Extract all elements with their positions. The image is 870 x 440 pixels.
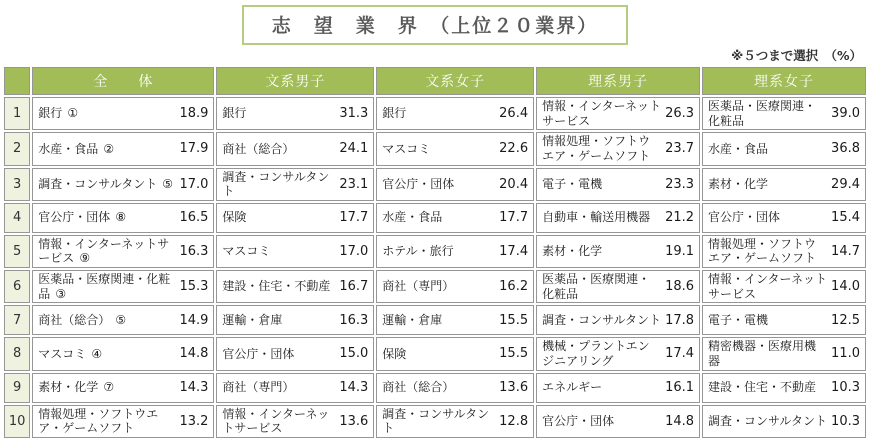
industry-cell — [32, 168, 214, 201]
prev-rank-badge: ⑨ — [79, 251, 91, 266]
industry-name: 情報・インターネットサービス — [708, 272, 827, 301]
industry-name-wrap — [38, 347, 175, 362]
percentage-value: 14.0 — [831, 279, 860, 295]
percentage-value: 17.7 — [499, 210, 529, 226]
industry-name-wrap — [542, 380, 661, 395]
industry-name: 情報・インターネットサービス — [542, 99, 662, 128]
industry-cell — [376, 203, 534, 233]
table-row — [4, 168, 866, 201]
table-header — [4, 67, 866, 95]
table-row — [4, 305, 866, 335]
industry-name: 水産・食品 — [38, 141, 99, 156]
table-row — [4, 270, 866, 303]
industry-cell — [536, 203, 700, 233]
prev-rank-badge: ⑤ — [162, 176, 173, 191]
industry-cell — [216, 337, 374, 370]
percentage-value: 17.7 — [339, 210, 369, 226]
industry-cell — [376, 97, 534, 130]
percentage-value: 15.0 — [339, 346, 369, 362]
percentage-value: 16.7 — [339, 279, 369, 295]
industry-name: 情報処理・ソフトウエア・ゲームソフト — [708, 236, 817, 266]
industry-name-wrap — [708, 313, 827, 328]
industry-name: 精密機器・医療用機器 — [708, 339, 817, 368]
industry-cell — [702, 168, 866, 201]
industry-name: 保険 — [382, 346, 407, 361]
industry-name: 官公庁・団体 — [708, 210, 781, 225]
industry-name-wrap — [708, 210, 827, 225]
percentage-value: 14.8 — [179, 346, 209, 362]
industry-cell — [702, 405, 866, 438]
industry-cell — [32, 270, 214, 303]
rank-cell: 8 — [4, 337, 30, 370]
industry-name-wrap — [222, 170, 335, 199]
industry-name-wrap — [382, 177, 495, 192]
industry-name: 商社（専門） — [222, 380, 295, 395]
industry-cell — [702, 97, 866, 130]
industry-cell — [216, 373, 374, 403]
industry-cell — [376, 305, 534, 335]
percentage-value: 13.6 — [339, 413, 369, 429]
industry-name: 素材・化学 — [542, 244, 603, 259]
prev-rank-badge: ⑦ — [103, 380, 115, 395]
industry-name-wrap — [38, 407, 175, 436]
industry-cell — [216, 168, 374, 201]
title-wrap — [0, 5, 870, 45]
industry-name: 官公庁・団体 — [542, 413, 615, 428]
industry-name-wrap — [542, 134, 661, 163]
industry-name: 商社（総合） — [38, 312, 111, 327]
percentage-value: 11.0 — [831, 346, 860, 362]
percentage-value: 26.3 — [665, 106, 695, 122]
industry-name: 素材・化学 — [708, 176, 769, 191]
industry-cell — [536, 132, 700, 165]
percentage-value: 31.3 — [339, 106, 369, 122]
percentage-value: 39.0 — [831, 106, 860, 122]
industry-cell — [536, 337, 700, 370]
industry-name-wrap — [382, 407, 495, 436]
industry-name: 情報・インターネットサービス — [38, 236, 170, 266]
industry-name-wrap — [708, 99, 827, 128]
percentage-value: 29.4 — [831, 176, 860, 192]
industry-name-wrap — [222, 106, 335, 121]
percentage-value: 17.4 — [665, 346, 695, 362]
industry-cell — [32, 337, 214, 370]
industry-name: 建設・住宅・不動産 — [708, 380, 817, 395]
industry-name: 建設・住宅・不動産 — [222, 279, 331, 294]
industry-cell — [216, 132, 374, 165]
rank-cell: 5 — [4, 235, 30, 268]
header-row — [4, 67, 866, 95]
industry-name-wrap — [382, 142, 495, 157]
industry-cell — [702, 270, 866, 303]
industry-name: 銀行 — [38, 106, 63, 121]
table-row — [4, 373, 866, 403]
industry-cell — [702, 337, 866, 370]
industry-cell — [216, 203, 374, 233]
percentage-value: 23.7 — [665, 141, 695, 157]
percentage-value: 10.3 — [831, 413, 860, 429]
industry-cell — [536, 405, 700, 438]
percentage-value: 23.1 — [339, 176, 369, 192]
industry-cell — [32, 373, 214, 403]
industry-name: 水産・食品 — [382, 210, 443, 225]
percentage-value: 12.8 — [499, 413, 529, 429]
industry-cell — [536, 373, 700, 403]
industry-cell — [536, 235, 700, 268]
percentage-value: 19.1 — [665, 243, 695, 259]
industry-cell — [702, 305, 866, 335]
industry-name: 電子・電機 — [708, 312, 769, 327]
industry-name: 調査・コンサルタント — [542, 312, 662, 327]
industry-name: マスコミ — [382, 141, 431, 156]
industry-name-wrap — [222, 244, 335, 259]
prev-rank-badge: ⑤ — [115, 312, 127, 327]
industry-name: 自動車・輸送用機器 — [542, 210, 651, 225]
rank-cell: 4 — [4, 203, 30, 233]
percentage-value: 22.6 — [499, 141, 529, 157]
percentage-value: 14.9 — [179, 312, 209, 328]
industry-name-wrap — [38, 237, 175, 266]
rank-cell: 10 — [4, 405, 30, 438]
percentage-value: 15.5 — [499, 312, 529, 328]
industry-cell — [376, 132, 534, 165]
industry-name-wrap — [382, 279, 495, 294]
industry-name: 素材・化学 — [38, 380, 99, 395]
percentage-value: 13.6 — [499, 380, 529, 395]
industry-name-wrap — [542, 177, 661, 192]
percentage-value: 15.5 — [499, 346, 529, 362]
percentage-value: 12.5 — [831, 312, 860, 328]
industry-name: 銀行 — [222, 106, 247, 121]
rank-cell: 1 — [4, 97, 30, 130]
industry-name-wrap — [38, 177, 175, 192]
industry-cell — [376, 337, 534, 370]
percentage-value: 16.3 — [339, 312, 369, 328]
industry-name-wrap — [38, 142, 175, 157]
industry-name: 電子・電機 — [542, 176, 603, 191]
percentage-value: 36.8 — [831, 141, 860, 157]
rank-cell: 9 — [4, 373, 30, 403]
column-header-bunkei-danshi: 文系男子 — [216, 67, 374, 95]
industry-cell — [32, 235, 214, 268]
table-row — [4, 235, 866, 268]
industry-name: 医薬品・医療関連・化粧品 — [708, 99, 817, 128]
industry-name-wrap — [38, 380, 175, 395]
industry-name: 調査・コンサルタント — [708, 413, 827, 428]
industry-name-wrap — [38, 106, 175, 121]
percentage-value: 15.3 — [179, 279, 209, 295]
industry-name-wrap — [708, 339, 827, 368]
rank-column-header — [4, 67, 30, 95]
industry-cell — [216, 405, 374, 438]
industry-name-wrap — [542, 244, 661, 259]
rank-cell: 3 — [4, 168, 30, 201]
prev-rank-badge: ⑧ — [115, 210, 127, 225]
industry-cell — [536, 97, 700, 130]
industry-cell — [702, 132, 866, 165]
industry-name-wrap — [222, 142, 335, 157]
industry-name-wrap — [222, 347, 335, 362]
industry-name: マスコミ — [222, 244, 271, 259]
industry-name: 商社（専門） — [382, 279, 455, 294]
percentage-value: 14.8 — [665, 413, 695, 429]
column-header-bunkei-joshi: 文系女子 — [376, 67, 534, 95]
industry-name-wrap — [222, 210, 335, 225]
industry-name: 情報処理・ソフトウエア・ゲームソフト — [38, 406, 159, 436]
industry-name-wrap — [708, 272, 827, 301]
percentage-value: 18.9 — [179, 106, 209, 122]
percentage-value: 17.0 — [179, 176, 209, 192]
rank-cell: 6 — [4, 270, 30, 303]
industry-name: 機械・プラントエンジニアリング — [542, 339, 650, 368]
industry-cell — [32, 203, 214, 233]
industry-name: 商社（総合） — [382, 380, 455, 395]
industry-cell — [702, 203, 866, 233]
industry-name-wrap — [542, 414, 661, 429]
industry-cell — [376, 373, 534, 403]
industry-name-wrap — [542, 339, 661, 368]
selection-note: ※５つまで選択 （%） — [731, 48, 862, 63]
percentage-value: 14.7 — [831, 243, 860, 259]
prev-rank-badge: ④ — [91, 346, 103, 361]
table-row — [4, 337, 866, 370]
industry-cell — [536, 270, 700, 303]
percentage-value: 20.4 — [499, 176, 529, 192]
industry-cell — [376, 405, 534, 438]
industry-cell — [216, 270, 374, 303]
industry-name: エネルギー — [542, 380, 603, 395]
industry-name: 銀行 — [382, 106, 407, 121]
industry-name: 官公庁・団体 — [222, 346, 295, 361]
industry-cell — [216, 305, 374, 335]
industry-name: 情報処理・ソフトウエア・ゲームソフト — [542, 134, 651, 163]
rank-cell: 2 — [4, 132, 30, 165]
industry-name-wrap — [708, 177, 827, 192]
industry-name-wrap — [222, 279, 335, 294]
percentage-value: 26.4 — [499, 106, 529, 122]
industry-name: 調査・コンサルタント — [382, 406, 490, 436]
industry-name: 運輸・倉庫 — [222, 312, 283, 327]
column-header-rikei-joshi: 理系女子 — [702, 67, 866, 95]
percentage-value: 14.3 — [179, 380, 209, 395]
industry-cell — [376, 168, 534, 201]
percentage-value: 15.4 — [831, 210, 860, 226]
industry-name: 調査・コンサルタント — [222, 169, 330, 199]
prev-rank-badge: ① — [67, 106, 79, 121]
table-row — [4, 97, 866, 130]
industry-name-wrap — [382, 380, 495, 395]
industry-name-wrap — [222, 313, 335, 328]
industry-name-wrap — [708, 237, 827, 266]
industry-name-wrap — [708, 380, 827, 395]
prev-rank-badge: ② — [103, 141, 115, 156]
industry-name-wrap — [382, 347, 495, 362]
industry-name-wrap — [542, 313, 661, 328]
industry-name: 水産・食品 — [708, 141, 769, 156]
industry-name: 商社（総合） — [222, 141, 295, 156]
industry-name-wrap — [382, 244, 495, 259]
industry-name: 保険 — [222, 210, 247, 225]
industry-name: 医薬品・医療関連・化粧品 — [542, 272, 651, 301]
percentage-value: 17.8 — [665, 312, 695, 328]
percentage-value: 17.9 — [179, 141, 209, 157]
table-row — [4, 132, 866, 165]
industry-name-wrap — [38, 210, 175, 225]
industry-name-wrap — [382, 313, 495, 328]
percentage-value: 13.2 — [179, 413, 209, 429]
industry-cell — [32, 132, 214, 165]
industry-name-wrap — [38, 272, 175, 301]
industry-name-wrap — [542, 99, 661, 128]
industry-name-wrap — [382, 106, 495, 121]
percentage-value: 23.3 — [665, 176, 695, 192]
industry-cell — [216, 97, 374, 130]
industry-name-wrap — [542, 272, 661, 301]
ranking-table — [2, 65, 868, 440]
percentage-value: 17.0 — [339, 243, 369, 259]
percentage-value: 24.1 — [339, 141, 369, 157]
industry-name: ホテル・旅行 — [382, 244, 454, 259]
industry-name: 医薬品・医療関連・化粧品 — [38, 272, 171, 301]
table-row — [4, 203, 866, 233]
industry-cell — [376, 270, 534, 303]
industry-name-wrap — [382, 210, 495, 225]
industry-name: マスコミ — [38, 346, 87, 361]
industry-cell — [536, 168, 700, 201]
industry-name: 官公庁・団体 — [38, 210, 111, 225]
industry-cell — [32, 305, 214, 335]
percentage-value: 16.5 — [179, 210, 209, 226]
industry-name: 調査・コンサルタント — [38, 176, 158, 191]
industry-cell — [376, 235, 534, 268]
industry-cell — [32, 405, 214, 438]
industry-name-wrap — [222, 407, 335, 436]
percentage-value: 14.3 — [339, 380, 369, 395]
industry-cell — [216, 235, 374, 268]
percentage-value: 18.6 — [665, 279, 695, 295]
industry-cell — [702, 373, 866, 403]
industry-cell — [702, 235, 866, 268]
percentage-value: 16.2 — [499, 279, 529, 295]
industry-cell — [32, 97, 214, 130]
percentage-value: 16.3 — [179, 243, 209, 259]
industry-cell — [536, 305, 700, 335]
table-row — [4, 405, 866, 438]
column-header-rikei-danshi: 理系男子 — [536, 67, 700, 95]
industry-name-wrap — [708, 142, 827, 157]
page-title: 志 望 業 界 （上位２０業界） — [242, 5, 629, 45]
table-body — [4, 97, 866, 438]
industry-name-wrap — [542, 210, 661, 225]
industry-name-wrap — [222, 380, 335, 395]
industry-name: 情報・インターネットサービス — [222, 406, 330, 436]
industry-name: 運輸・倉庫 — [382, 312, 443, 327]
percentage-value: 17.4 — [499, 243, 529, 259]
percentage-value: 21.2 — [665, 210, 695, 226]
industry-name: 官公庁・団体 — [382, 176, 455, 191]
percentage-value: 10.3 — [831, 380, 860, 395]
industry-name-wrap — [38, 313, 175, 328]
prev-rank-badge: ③ — [55, 286, 67, 301]
column-header-zentai: 全 体 — [32, 67, 214, 95]
percentage-value: 16.1 — [665, 380, 695, 395]
rank-cell: 7 — [4, 305, 30, 335]
industry-name-wrap — [708, 414, 827, 429]
